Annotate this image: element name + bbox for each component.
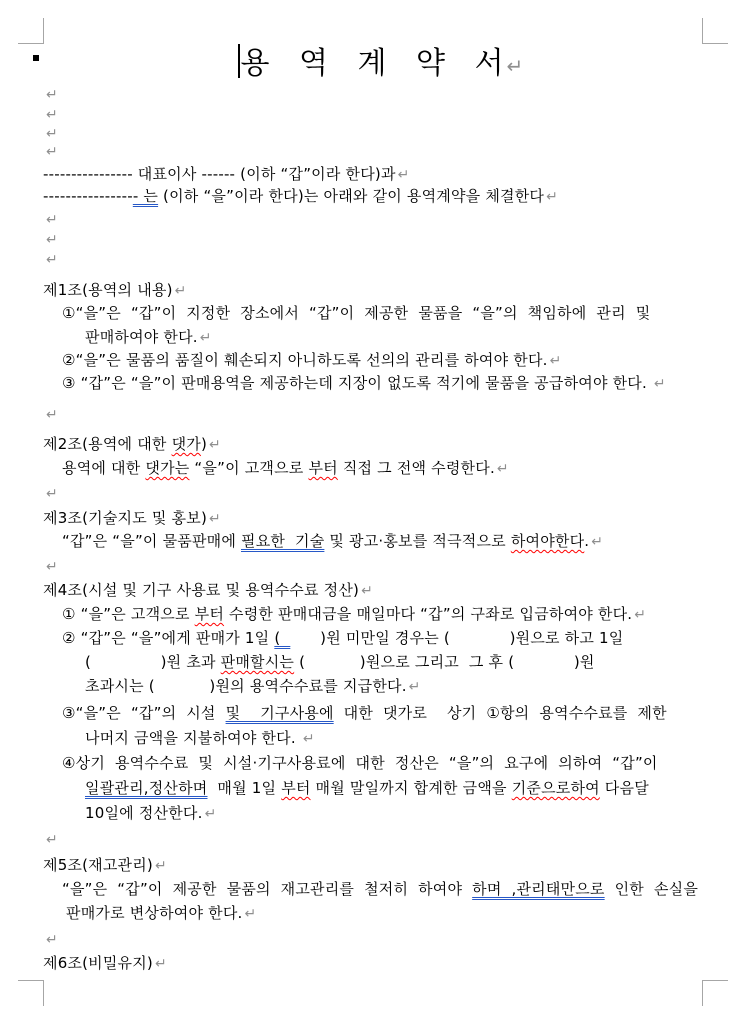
text-line[interactable]: [62, 879, 698, 899]
crop-mark-bottom-right: [702, 980, 728, 1006]
pilcrow-mark: ↵: [591, 534, 603, 550]
spell-underlined-text: 기준으로하여: [511, 779, 600, 797]
paragraph-anchor-square: [33, 55, 39, 61]
pilcrow-mark: ↵: [46, 212, 58, 228]
text-line[interactable]: [44, 483, 58, 504]
pilcrow-mark: ↵: [46, 87, 58, 103]
pilcrow-mark: ↵: [496, 461, 509, 477]
text-line[interactable]: [62, 531, 603, 552]
text-segment: 다음달: [599, 779, 649, 797]
pilcrow-mark: ↵: [155, 956, 167, 972]
pilcrow-mark: ↵: [244, 906, 257, 922]
text-line[interactable]: [62, 350, 561, 371]
spell-underlined-text: 판매할시는: [220, 653, 295, 671]
text-segment: 매월 1일: [207, 779, 282, 797]
grammar-underlined-text: 및 기구사용에: [225, 704, 334, 722]
text-segment: ④상기 용역수수료 및 시설·기구사용료에 대한 정산은 “을”의 요구에 의하여 “갑”이: [62, 754, 658, 772]
pilcrow-mark: ↵: [397, 167, 410, 183]
pilcrow-mark: ↵: [209, 511, 221, 527]
text-segment: ----------------: [43, 187, 133, 205]
spell-underlined-text: 부터: [281, 779, 311, 797]
text-line[interactable]: [85, 676, 420, 697]
text-line[interactable]: [85, 728, 315, 749]
pilcrow-mark: ↵: [199, 330, 212, 346]
text-segment: ①“을”은 “갑”이 지정한 장소에서 “갑”이 제공한 물품을 “을”의 책임하에 관리 및: [62, 304, 651, 322]
pilcrow-mark: ↵: [46, 932, 58, 948]
text-segment: ② “갑”은 “을”에게 판매가 1일: [62, 629, 275, 647]
text-segment: ): [200, 435, 208, 453]
pilcrow-mark: ↵: [653, 376, 666, 392]
text-line[interactable]: [44, 141, 58, 162]
pilcrow-mark: ↵: [46, 144, 58, 160]
text-segment: 용역에 대한: [62, 459, 146, 477]
text-segment: 대한 댓가로 상기 ①항의 용역수수료를 제한: [333, 704, 667, 722]
grammar-underlined-text: 필요한 기술: [241, 532, 325, 550]
text-line[interactable]: [44, 556, 58, 577]
crop-mark-bottom-left: [18, 980, 44, 1006]
text-segment: )원 미만일 경우는 ( )원으로 하고 1일: [290, 629, 624, 647]
spell-underlined-text: 댓가는: [145, 459, 190, 477]
text-segment: “을”이 고객으로: [189, 459, 309, 477]
text-line[interactable]: [62, 753, 658, 773]
spell-underlined-text: 부터: [194, 605, 225, 623]
pilcrow-mark: ↵: [46, 832, 58, 848]
text-line[interactable]: [62, 628, 623, 648]
text-line[interactable]: [62, 703, 667, 723]
text-segment: 제2조(용역에 대한: [43, 435, 172, 453]
text-segment: ---------------- 대표이사 ------ (이하 “갑”이라 한다)과: [43, 165, 396, 183]
text-line[interactable]: [43, 953, 167, 974]
text-segment: ②“을”은 물품의 품질이 훼손되지 아니하도록 선의의 관리를 하여야 한다.: [62, 351, 548, 369]
text-line[interactable]: [44, 829, 58, 850]
text-segment: 제1조(용역의 내용): [43, 281, 173, 299]
text-line[interactable]: [66, 903, 256, 924]
text-segment: “을”은 “갑”이 제공한 물품의 재고관리를 철저히 하여야: [62, 880, 473, 898]
pilcrow-mark: ↵: [506, 54, 524, 78]
text-segment: ③“을”은 “갑”의 시설: [62, 704, 226, 722]
text-segment: “갑”은 “을”이 물품판매에: [62, 532, 241, 550]
text-segment: 나머지 금액을 지불하여야 한다.: [85, 729, 301, 747]
pilcrow-mark: ↵: [46, 486, 58, 502]
grammar-underlined-text: 하며 ,관리태만으로: [472, 880, 605, 898]
text-line[interactable]: [62, 458, 509, 479]
text-segment: 제5조(재고관리): [43, 856, 153, 874]
text-segment: .: [584, 532, 590, 550]
text-line[interactable]: [44, 209, 58, 230]
text-segment: 인한 손실을: [604, 880, 699, 898]
pilcrow-mark: ↵: [549, 353, 562, 369]
document-title-line[interactable]: [238, 44, 523, 84]
pilcrow-mark: ↵: [46, 126, 58, 142]
text-segment: 제4조(시설 및 기구 사용료 및 용역수수료 정산): [43, 581, 360, 599]
text-line[interactable]: [44, 249, 58, 270]
text-line[interactable]: [43, 280, 186, 301]
pilcrow-mark: ↵: [634, 607, 647, 623]
text-line[interactable]: [85, 803, 216, 824]
spell-underlined-text: 부터: [308, 459, 338, 477]
text-line[interactable]: [85, 652, 595, 672]
text-line[interactable]: [43, 855, 167, 876]
text-line[interactable]: [44, 404, 58, 425]
pilcrow-mark: ↵: [174, 283, 187, 299]
pilcrow-mark: ↵: [204, 806, 217, 822]
spell-underlined-text: 하여야한다: [510, 532, 585, 550]
text-segment: ③ “갑”은 “을”이 판매용역을 제공하는데 지장이 없도록 적기에 물품을 공급하여야 한다.: [62, 374, 652, 392]
grammar-underlined-text: - 는: [132, 187, 159, 205]
text-segment: 제6조(비밀유지): [43, 954, 153, 972]
pilcrow-mark: ↵: [302, 731, 315, 747]
text-segment: 용 역 계 약 서: [240, 46, 505, 81]
text-segment: ( )원으로 그리고 그 후 ( )원: [294, 653, 595, 671]
text-line[interactable]: [62, 604, 646, 625]
crop-mark-top-left: [18, 18, 44, 44]
text-segment: ( )원 초과: [85, 653, 221, 671]
text-line[interactable]: [44, 104, 58, 125]
text-segment: 판매가로 변상하여야 한다.: [66, 904, 243, 922]
grammar-underlined-text: 일괄관리,정산하며: [85, 779, 208, 797]
text-cursor-caret: [238, 44, 240, 78]
text-segment: 직접 그 전액 수령한다.: [337, 459, 495, 477]
text-line[interactable]: [43, 186, 558, 207]
text-segment: 제3조(기술지도 및 홍보): [43, 509, 207, 527]
pilcrow-mark: ↵: [46, 107, 58, 123]
text-segment: 매월 말일까지 합계한 금액을: [310, 779, 512, 797]
crop-mark-top-right: [702, 18, 728, 44]
spell-underlined-text: 댓가: [171, 435, 201, 453]
pilcrow-mark: ↵: [155, 858, 167, 874]
text-segment: 및 광고·홍보를 적극적으로: [324, 532, 511, 550]
text-line[interactable]: [62, 373, 666, 394]
text-segment: 초과시는 ( )원의 용역수수료를 지급한다.: [85, 677, 407, 695]
text-line[interactable]: [62, 303, 650, 323]
text-line[interactable]: [44, 229, 58, 250]
text-line[interactable]: [43, 164, 409, 185]
text-segment: ① “을”은 고객으로: [62, 605, 195, 623]
text-segment: 수령한 판매대금을 매일마다 “갑”의 구좌로 입금하여야 한다.: [224, 605, 633, 623]
pilcrow-mark: ↵: [209, 437, 221, 453]
text-line[interactable]: [85, 327, 212, 348]
pilcrow-mark: ↵: [361, 583, 373, 599]
text-segment: (이하 “을”이라 한다)는 아래와 같이 용역계약을 체결한다: [158, 187, 545, 205]
text-line[interactable]: [43, 580, 373, 601]
pilcrow-mark: ↵: [46, 252, 58, 268]
pilcrow-mark: ↵: [46, 407, 58, 423]
pilcrow-mark: ↵: [546, 189, 558, 205]
grammar-underlined-text: (: [274, 629, 291, 647]
pilcrow-mark: ↵: [408, 679, 421, 695]
text-line[interactable]: [43, 508, 221, 529]
text-line[interactable]: [85, 778, 649, 798]
text-segment: 10일에 정산한다.: [85, 804, 203, 822]
text-segment: 판매하여야 한다.: [85, 328, 198, 346]
pilcrow-mark: ↵: [46, 232, 58, 248]
text-line[interactable]: [44, 84, 58, 105]
text-line[interactable]: [44, 929, 58, 950]
text-line[interactable]: [43, 434, 221, 455]
pilcrow-mark: ↵: [46, 559, 58, 575]
